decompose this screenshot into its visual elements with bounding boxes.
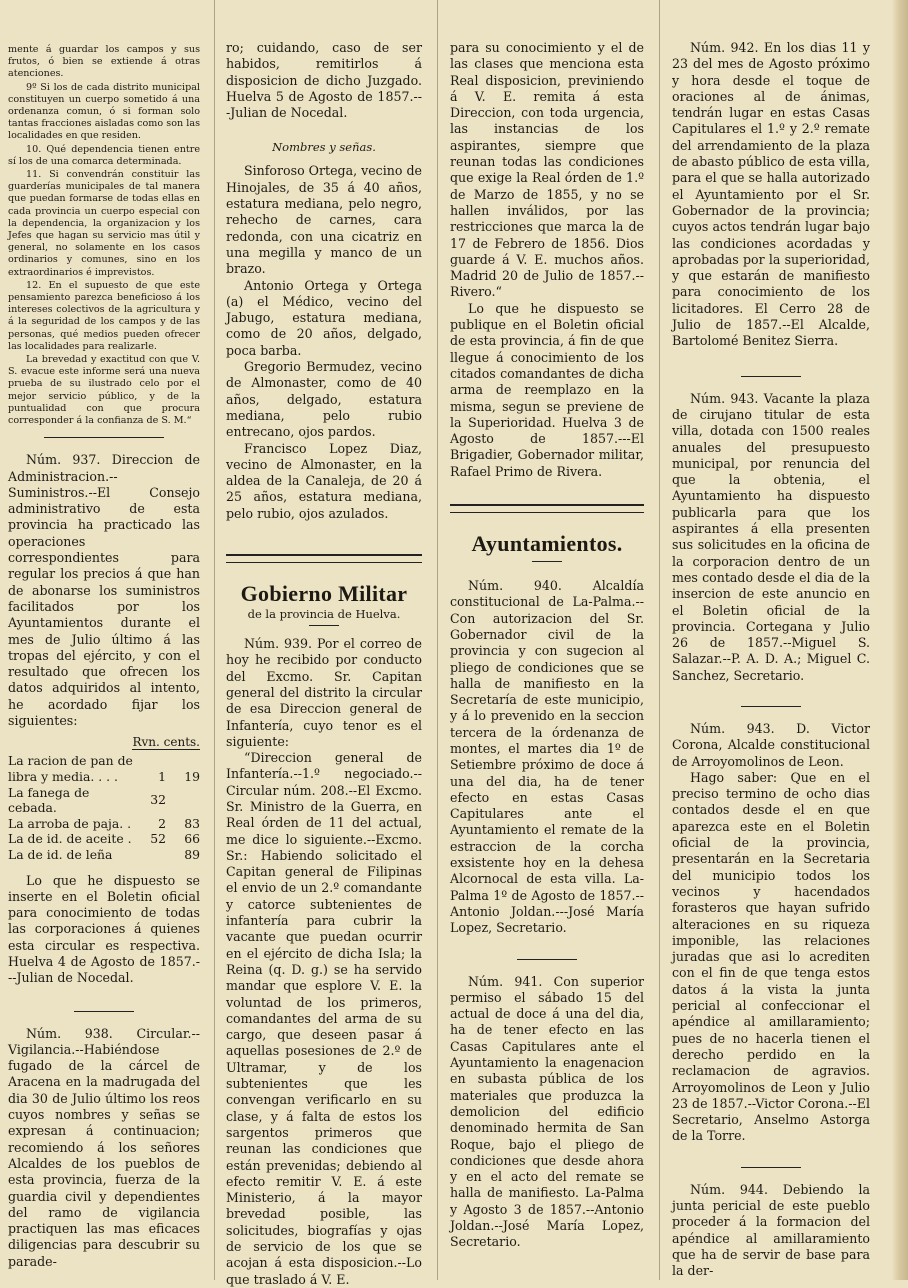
price-cents: 19 xyxy=(184,768,200,784)
section-title: Ayuntamientos. xyxy=(471,531,623,557)
paragraph: para su conocimiento y el de las clases que menciona esta Real disposicion, previniendo á V. E. remita á esta Direccion, con toda urgencia, las instancias de los aspirantes, siempre que reunan todas las condiciones que exige la Real órden de 1.º de Marzo de 1855, y no se hallen inválidos, por las restricciones que marca la de 17 de Febrero de 1856. Dios guarde á V. E. muchos años. Madrid 20 de Julio de 1857.--Rivero.“ xyxy=(450,40,644,300)
notice-943-b: Núm. 943. D. Victor Corona, Alcalde constitucional de Arroyomolinos de Leon. xyxy=(672,720,870,769)
price-table xyxy=(8,753,200,862)
fugitive-entry: Francisco Lopez Diaz, vecino de Almonaster, en la aldea de la Canaleja, de 20 á 25 años, estatura mediana, pelo rubio, ojos azulados. xyxy=(226,440,422,521)
price-table-header xyxy=(8,735,200,749)
table-row xyxy=(8,785,200,816)
notice-940: Núm. 940. Alcaldía constitucional de La-Palma.--Con autorizacion del Sr. Gobernador civil de la provincia y con sugecion al pliego de condiciones que se halla de manifiesto en la Secretaría de este municipio, y á lo prevenido en la seccion tercera de la órdenanza de montes, el martes dia 1º de Setiembre próximo de doce á una del dia, ha de tener efecto en estas Casas Capitulares ante el Ayuntamiento el remate de la estraccion de la corcha exsistente hoy en la dehesa Alcornocal de esta villa. La-Palma 1º de Agosto de 1857.--Antonio Joldan.---José María Lopez, Secretario. xyxy=(450,578,644,936)
table-row xyxy=(8,769,200,785)
spacer xyxy=(672,377,870,391)
price-reales: 1 xyxy=(158,768,166,784)
table-row xyxy=(8,831,200,847)
paragraph: 11. Si convendrán constituir las guarderías municipales de tal manera que puedan formarse de todas ellas en cada provincia un cuerpo especial con la dependencia, la organizacion y los Jefes que hagan su servicio mas útil y general, no solamente en los casos ordinarios y comunes, sino en los extraordinarios é imprevistos. xyxy=(8,169,200,278)
notice-937-tail: Lo que he dispuesto se inserte en el Boletin oficial para conocimiento de todas las corporaciones á quienes esta circular es respectiva. Huelva 4 de Agosto de 1857.---Julian de Nocedal. xyxy=(8,872,200,986)
fugitive-entry: Sinforoso Ortega, vecino de Hinojales, de 35 á 40 años, estatura mediana, pelo negro, rehecho de carnes, cara redonda, con una cicatriz en una megilla y manco de un brazo. xyxy=(226,163,422,277)
notice-937: Núm. 937. Direccion de Administracion.--Suministros.--El Consejo administrativo de esta provincia ha practicado las operaciones correspondientes para regular los precios á que han de abonarse los suministros facilitados por los Ayuntamientos durante el mes de Julio último á las tropas del ejército, y con el resultado que ofrecen los datos adquiridos al intento, he acordado fijar los siguientes: xyxy=(8,452,200,729)
price-item: La arroba de paja. . xyxy=(8,815,132,831)
table-row xyxy=(8,753,200,769)
spacer xyxy=(8,1012,200,1026)
spacer xyxy=(672,707,870,721)
price-reales xyxy=(138,753,166,769)
price-item: libra y media. . . . xyxy=(8,768,118,784)
paragraph: 9º Si los de cada distrito municipal constituyen un cuerpo sometido á una ordenanza comun, ó si forman solo tantas fracciones aisladas como son las localidades en que residen. xyxy=(8,81,200,142)
divider xyxy=(309,625,339,626)
column-1 xyxy=(8,40,200,1270)
section-subtitle: de la provincia de Huelva. xyxy=(247,607,401,622)
section-divider xyxy=(450,504,644,513)
notice-942: Núm. 942. En los dias 11 y 23 del mes de Agosto próximo y hora desde el toque de oraciones al de ánimas, tendrán lugar en estas Casas Capitulares el 1.º y 2.º remate del arrendamiento de la plaza de abasto público de esta villa, para el que se halla autorizado el Ayuntamiento por el Sr. Gobernador de la provincia; cuyos actos tendrán lugar bajo las condiciones acordadas y aprobadas por la superioridad, y que estarán de manifiesto para conocimiento de los licitadores. El Cerro 28 de Julio de 1857.--El Alcalde, Bartolomé Benitez Sierra. xyxy=(672,40,870,349)
paragraph: Lo que he dispuesto se publique en el Boletin oficial de esta provincia, á fin de que llegue á conocimiento de los citados comandantes de dicha arma de reemplazo en la misma, segun se previene de la Superioridad. Huelva 3 de Agosto de 1857.---El Brigadier, Gobernador militar, Rafael Primo de Rivera. xyxy=(450,300,644,479)
price-item: La racion de pan de xyxy=(8,753,133,769)
table-row xyxy=(8,847,200,863)
paragraph: 12. En el supuesto de que este pensamiento parezca beneficioso á los intereses colectivos de la agricultura y á la seguridad de los campos y de las personas, qué medios pueden ofrecer las localidades para realizarle. xyxy=(8,279,200,352)
notice-943-a: Núm. 943. Vacante la plaza de cirujano titular de esta villa, dotada con 1500 reales anuales del presupuesto municipal, por renuncia del que la obtenia, el Ayuntamiento ha dispuesto publicarla para que los aspirantes á ella presenten sus solicitudes en la oficina de la corporacion dentro de un mes contado desde el dia de la insercion de este anuncio en el Boletin oficial de la provincia. Cortegana y Julio 26 de 1857.--Miguel S. Salazar.--P. A. D. A.; Miguel C. Sanchez, Secretario. xyxy=(672,390,870,683)
spacer xyxy=(8,438,200,452)
notice-941: Núm. 941. Con superior permiso el sábado 15 del actual de doce á una del dia, ha de tener efecto en las Casas Capitulares ante el Ayuntamiento la enagenacion en subasta pública de los materiales que produzca la demolicion del edificio denominado hermita de San Roque, bajo el pliego de condiciones que desde ahora y en el acto del remate se halla de manifiesto. La-Palma y Agosto 3 de 1857.--Antonio Joldan.--José María Lopez, Secretario. xyxy=(450,973,644,1250)
price-item: La de id. de leña xyxy=(8,846,113,862)
column-rule xyxy=(659,0,660,1280)
paragraph: mente á guardar los campos y sus frutos, ó bien se extiende á otras atenciones. xyxy=(8,44,200,80)
price-cents xyxy=(166,785,200,816)
price-reales: 32 xyxy=(150,792,166,808)
page-edge xyxy=(892,0,908,1280)
price-cents: 89 xyxy=(184,846,200,862)
notice-943-b-body: Hago saber: Que en el preciso termino de ocho dias contados desde el en que aparezca este en el Boletin oficial de la provincia, presentarán en la Secretaria del municipio todos los vecinos y hacendados forasteros que hayan sufrido alteraciones en su riqueza imponible, las relaciones juradas que asi lo acrediten con el fin de que tenga estos datos á la vista la junta pericial al confeccionar el apéndice al amillaramiento; pues de no hacerla tienen el derecho perdido en la reclamacion de agravios. Arroyomolinos de Leon y Julio 23 de 1857.--Victor Corona.--El Secretario, Anselmo Astorga de la Torre. xyxy=(672,769,870,1144)
notice-944: Núm. 944. Debiendo la junta pericial de este pueblo proceder á la formacion del apéndice al amillaramiento que ha de servir de base para la der- xyxy=(672,1181,870,1279)
column-rule xyxy=(437,0,438,1280)
price-item: La fanega de cebada. xyxy=(8,784,90,816)
table-row xyxy=(8,816,200,832)
price-item: La de id. de aceite . xyxy=(8,831,132,847)
spacer xyxy=(450,960,644,974)
fugitive-entry: Antonio Ortega y Ortega (a) el Médico, vecino del Jabugo, estatura mediana, como de 20 años, delgado, poca barba. xyxy=(226,277,422,358)
price-reales xyxy=(138,847,166,863)
price-cents xyxy=(166,753,200,769)
paragraph: 10. Qué dependencia tienen entre sí los de una comarca determinada. xyxy=(8,143,200,167)
price-reales: 52 xyxy=(150,831,166,847)
notice-939-quote: “Direccion general de Infantería.--1.º negociado.--Circular núm. 208.--El Excmo. Sr. Ministro de la Guerra, en Real órden de 11 del actual, me dice lo siguiente.--Excmo. Sr.: Habiendo solicitado el Capitan general de Filipinas el envio de un 2.º comandante y catorce subtenientes de infantería para cubrir la vacante que puedan ocurrir en el ejército de dicha Isla; la Reina (q. D. g.) se ha servido mandar que esplore V. E. la voluntad de los primeros, comandantes del arma de su cargo, que deseen pasar á aquellas posesiones de 2.º de Ultramar, y de los subtenientes que les convengan verificarlo en su clase, y á falta de estos los sargentos primeros que reunan las condiciones que están prevenidas; debiendo al efecto remitir V. E. á este Ministerio, á la mayor brevedad posible, las solicitudes, biografías y ojas de servicio de los que se acojan á esta disposicion.--Lo que traslado á V. E. xyxy=(226,750,422,1287)
price-cents: 83 xyxy=(184,815,200,831)
price-reales: 2 xyxy=(158,815,166,831)
fugitive-entry: Gregorio Bermudez, vecino de Almonaster, como de 40 años, delgado, estatura mediana, pelo rubio entrecano, ojos pardos. xyxy=(226,359,422,440)
notice-939: Núm. 939. Por el correo de hoy he recibido por conducto del Excmo. Sr. Capitan general del distrito la circular de esa Direccion general de Infantería, cuyo tenor es el siguiente: xyxy=(226,636,422,749)
spacer xyxy=(672,1168,870,1182)
paragraph: La brevedad y exactitud con que V. S. evacue este informe será una nueva prueba de su ilustrado celo por el mejor servicio público, y de la puntualidad con que procura corresponder á la confianza de S. M.“ xyxy=(8,354,200,427)
paragraph: ro; cuidando, caso de ser habidos, remitirlos á disposicion de dicho Juzgado. Huelva 5 de Agosto de 1857.---Julian de Nocedal. xyxy=(226,40,422,121)
column-rule xyxy=(214,0,215,1280)
column-2 xyxy=(226,40,422,1287)
section-divider xyxy=(226,554,422,563)
divider xyxy=(532,561,562,562)
section-title: Gobierno Militar xyxy=(240,581,408,607)
column-3 xyxy=(450,40,644,1270)
price-cents: 66 xyxy=(184,831,200,847)
column-4 xyxy=(672,40,870,1279)
names-heading: Nombres y señas. xyxy=(272,140,376,155)
notice-938: Núm. 938. Circular.--Vigilancia.--Habiéndose fugado de la cárcel de Aracena en la madrugada del dia 30 de Julio último los reos cuyos nombres y señas se expresan á continuacion; recomiendo á los señores Alcaldes de los pueblos de esta provincia, fuerza de la guardia civil y dependientes del ramo de vigilancia practiquen las mas eficaces diligencias para descubrir su parade- xyxy=(8,1025,200,1269)
price-units: Rvn. cents. xyxy=(132,735,200,750)
